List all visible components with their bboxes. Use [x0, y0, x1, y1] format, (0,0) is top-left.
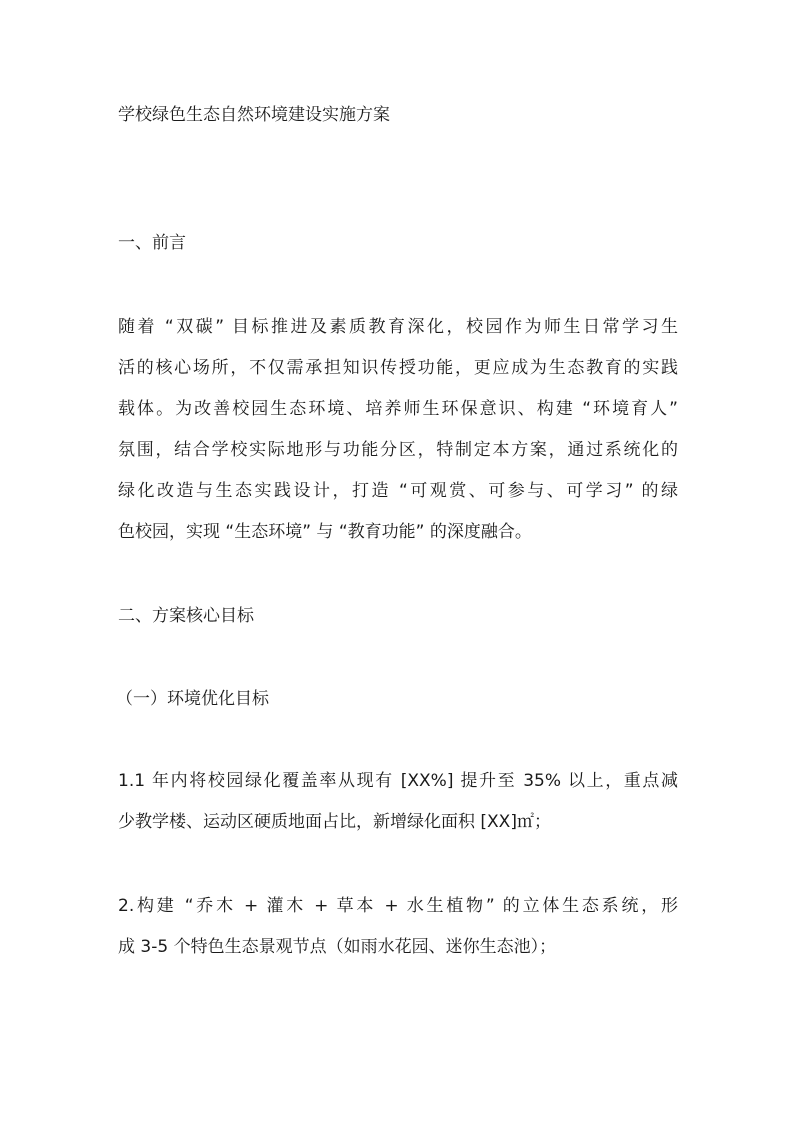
paragraph-line: 载体。为改善校园生态环境、培养师生环保意识、构建 “环境育人” [118, 399, 678, 419]
paragraph-line: 活的核心场所，不仅需承担知识传授功能，更应成为生态教育的实践 [118, 358, 678, 378]
paragraph-line: 1.1 年内将校园绿化覆盖率从现有 [XX%] 提升至 35% 以上，重点减 [118, 771, 678, 791]
paragraph-line: 随着 “双碳” 目标推进及素质教育深化，校园作为师生日常学习生 [118, 317, 678, 337]
section-heading-goals: 二、方案核心目标 [118, 606, 254, 626]
section-heading-preface: 一、前言 [118, 233, 186, 253]
subsection-heading-environment: （一）环境优化目标 [116, 689, 269, 709]
paragraph-line: 氛围，结合学校实际地形与功能分区，特制定本方案，通过系统化的 [118, 440, 678, 460]
document-title: 学校绿色生态自然环境建设实施方案 [118, 105, 390, 125]
paragraph-line: 色校园，实现 “生态环境” 与 “教育功能” 的深度融合。 [118, 522, 532, 542]
paragraph-line: 少教学楼、运动区硬质地面占比，新增绿化面积 [XX]㎡； [118, 812, 551, 832]
goal-item-1 [118, 769, 678, 851]
preface-paragraph [118, 315, 678, 561]
paragraph-line: 绿化改造与生态实践设计，打造 “可观赏、可参与、可学习” 的绿 [118, 481, 678, 501]
paragraph-line: 成 3-5 个特色生态景观节点（如雨水花园、迷你生态池）； [118, 937, 557, 957]
goal-item-2 [118, 894, 678, 976]
paragraph-line: 2.构建 “乔木 + 灌木 + 草本 + 水生植物” 的立体生态系统，形 [118, 896, 678, 916]
